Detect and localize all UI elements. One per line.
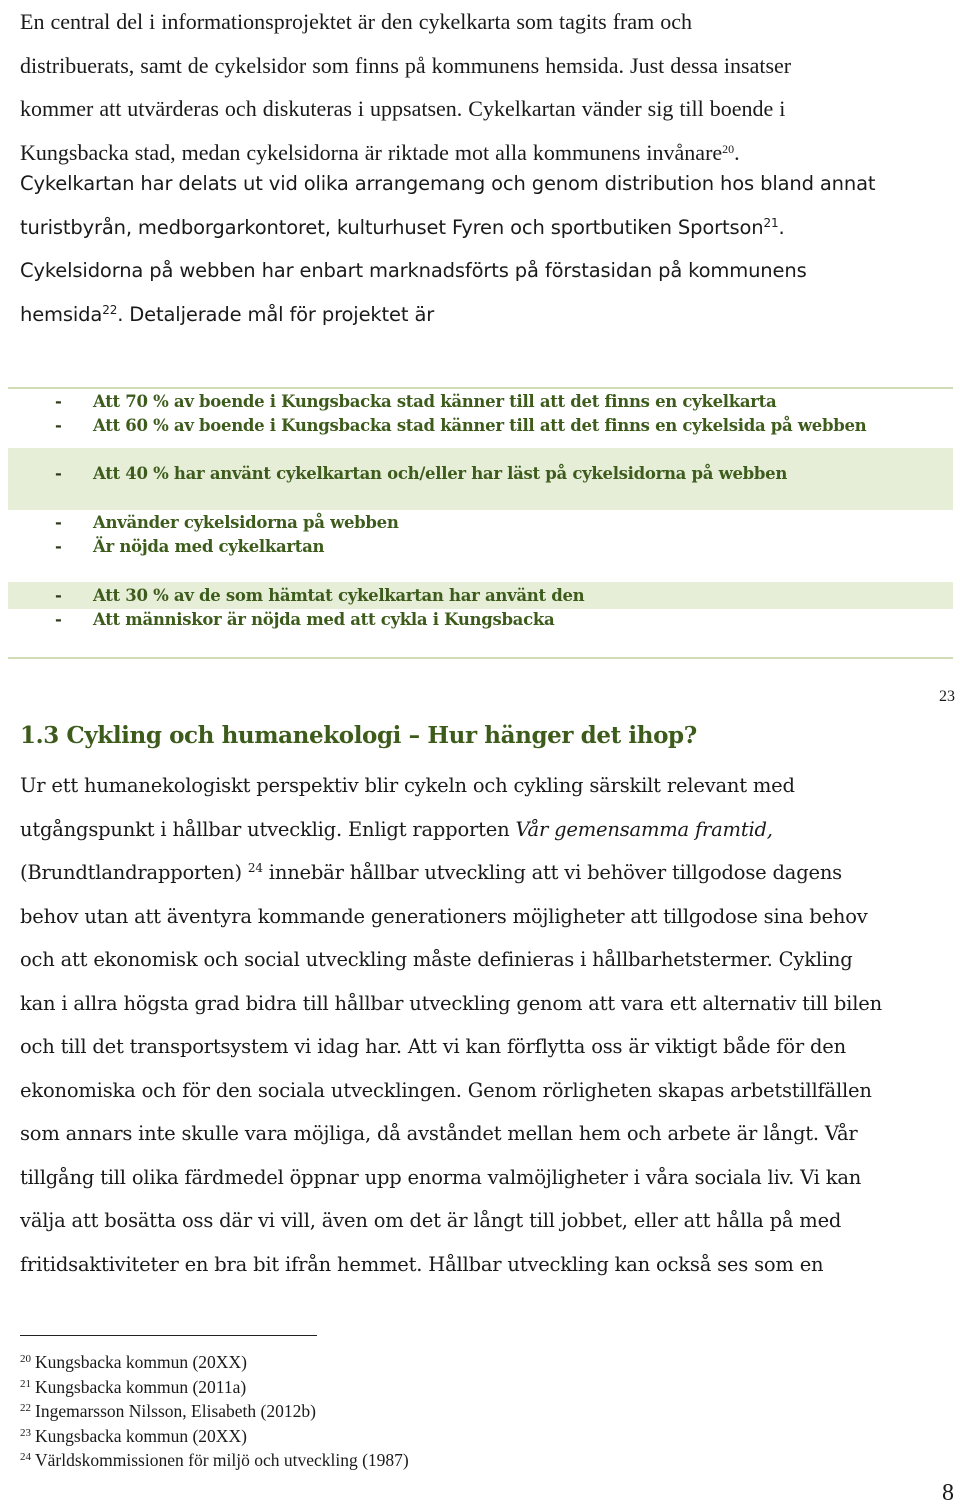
table-rule <box>8 657 953 659</box>
goal-text: Att människor är nöjda med att cykla i Kungsbacka <box>93 610 555 629</box>
text-line <box>20 293 955 337</box>
footnote-ref[interactable]: 21 <box>763 215 779 230</box>
distribution-paragraph <box>20 162 955 336</box>
goal-text: Att 40 % har använt cykelkartan och/eller har läst på cykelsidorna på webben <box>93 464 788 483</box>
goals-table <box>8 387 953 659</box>
footnote-number: 21 <box>20 1377 31 1390</box>
text-fragment: innebär hållbar utveckling att vi behöver tillgodose dagens <box>262 861 842 884</box>
text-line: behov utan att äventyra kommande generationers möjligheter att tillgodose sina behov <box>20 904 868 928</box>
footnote-ref[interactable]: 20 <box>722 141 735 156</box>
footnote-ref[interactable]: 22 <box>102 302 118 317</box>
footnote-marker-23: 23 <box>939 688 955 705</box>
text-line: som annars inte skulle vara möjliga, då avståndet mellan hem och arbete är långt. Vår <box>20 1122 858 1145</box>
text-line <box>20 851 955 895</box>
footnote-item <box>20 1399 409 1424</box>
list-dash: - <box>55 392 62 411</box>
goal-text: Använder cykelsidorna på webben <box>93 513 399 532</box>
footnote-text: Kungsbacka kommun (20XX) <box>35 1425 247 1446</box>
footnote-text: Världskommissionen för miljö och utveckling (1987) <box>35 1450 409 1470</box>
text-line: tillgång till olika färdmedel öppnar upp enorma valmöjligheter i våra sociala liv. Vi kan <box>20 1165 862 1189</box>
footnote-text: Kungsbacka kommun (2011a) <box>35 1376 247 1397</box>
text-line: fritidsaktiviteter en bra bit ifrån hemmet. Hållbar utveckling kan också ses som en <box>20 1252 824 1276</box>
footnote-number: 24 <box>20 1451 31 1463</box>
footnotes <box>20 1350 409 1473</box>
footnote-number: 20 <box>20 1353 31 1365</box>
section-paragraph <box>20 764 955 1286</box>
list-dash: - <box>55 586 62 605</box>
footnote-number: 23 <box>20 1426 31 1439</box>
intro-paragraph <box>20 0 955 174</box>
list-dash: - <box>55 610 62 629</box>
text-line: kan i allra högsta grad bidra till hållbar utveckling genom att vara ett alternativ till bilen <box>20 991 882 1015</box>
goal-text: Är nöjda med cykelkartan <box>93 537 325 556</box>
text-line: Cykelsidorna på webben har enbart marknadsförts på förstasidan på kommunens <box>20 259 807 282</box>
text-line: distribuerats, samt de cykelsidor som finns på kommunens hemsida. Just dessa insatser <box>20 52 792 78</box>
text-line: kommer att utvärderas och diskuteras i uppsatsen. Cykelkartan vänder sig till boende i <box>20 96 786 121</box>
footnote-number: 22 <box>20 1402 31 1414</box>
text-line: välja att bosätta oss där vi vill, även om det är långt till jobbet, eller att hålla på med <box>20 1209 842 1232</box>
text-fragment: . Detaljerade mål för projektet är <box>117 302 435 326</box>
text-fragment: (Brundtlandrapporten) <box>20 861 248 884</box>
goal-text: Att 30 % av de som hämtat cykelkartan har använt den <box>93 586 585 605</box>
text-line <box>20 808 955 852</box>
text-fragment: hemsida <box>20 302 103 326</box>
goal-text: Att 70 % av boende i Kungsbacka stad känner till att det finns en cykelkarta <box>93 392 777 411</box>
text-line: ekonomiska och för den sociala utvecklingen. Genom rörligheten skapas arbetstillfällen <box>20 1078 872 1102</box>
list-dash: - <box>55 537 62 556</box>
footnote-text: Ingemarsson Nilsson, Elisabeth (2012b) <box>35 1401 316 1421</box>
text-line: En central del i informationsprojektet är den cykelkarta som tagits fram och <box>20 9 692 34</box>
footnote-item <box>20 1375 409 1400</box>
section-heading: 1.3 Cykling och humanekologi – Hur hänger det ihop? <box>20 722 697 749</box>
footnote-item <box>20 1448 409 1473</box>
text-line: Cykelkartan har delats ut vid olika arrangemang och genom distribution hos bland annat <box>20 172 876 195</box>
text-fragment: utgångspunkt i hållbar utvecklig. Enligt rapporten <box>20 817 516 841</box>
text-fragment: Kungsbacka stad, medan cykelsidorna är riktade mot alla kommunens invånare <box>20 139 723 165</box>
text-line: Ur ett humanekologiskt perspektiv blir cykeln och cykling särskilt relevant med <box>20 774 795 797</box>
list-dash: - <box>55 416 62 435</box>
page-number: 8 <box>942 1480 954 1506</box>
footnote-text: Kungsbacka kommun (20XX) <box>35 1352 247 1372</box>
text-line: och till det transportsystem vi idag har. Att vi kan förflytta oss är viktigt både för den <box>20 1035 846 1058</box>
text-line: och att ekonomisk och social utveckling måste definieras i hållbarhetstermer. Cykling <box>20 948 853 971</box>
text-line: Kungsbacka stad, medan cykelsidorna är riktade mot alla kommunens invånare$^{20}$. <box>20 139 740 165</box>
footnote-item <box>20 1350 409 1375</box>
list-dash: - <box>55 464 62 483</box>
goal-text: Att 60 % av boende i Kungsbacka stad känner till att det finns en cykelsida på webben <box>93 416 867 435</box>
text-fragment: turistbyrån, medborgarkontoret, kulturhuset Fyren och sportbutiken Sportson <box>20 215 764 239</box>
text-line: turistbyrån, medborgarkontoret, kulturhuset Fyren och sportbutiken Sportson$^{21}$. <box>20 215 785 239</box>
list-dash: - <box>55 513 62 532</box>
report-title: Vår gemensamma framtid, <box>515 817 773 841</box>
footnote-item <box>20 1424 409 1449</box>
footnote-separator <box>20 1335 317 1336</box>
footnote-ref[interactable]: 24 <box>247 861 263 875</box>
